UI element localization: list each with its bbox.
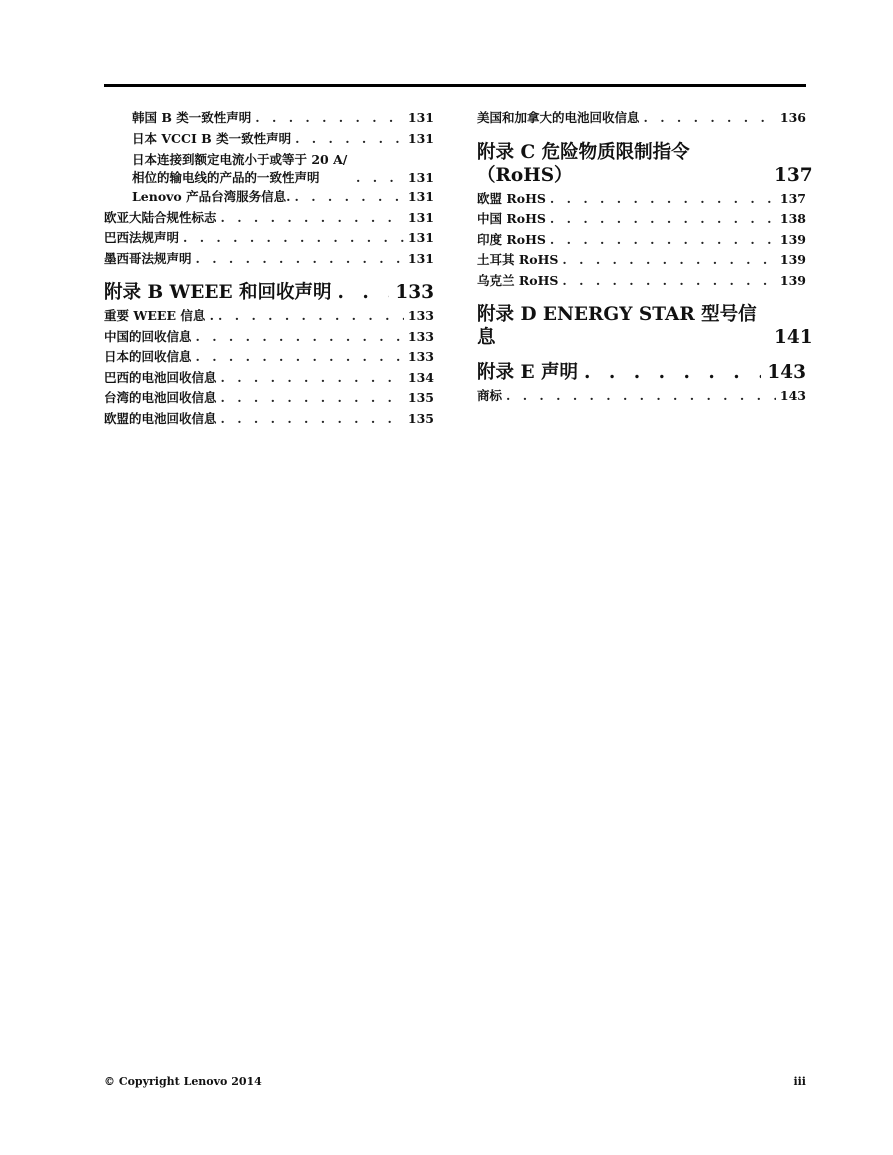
toc-entry-page: 138 (779, 211, 806, 226)
toc-entry-label: 重要 WEEE 信息 . (104, 308, 215, 323)
toc-entry[interactable] (477, 250, 806, 271)
toc-entry[interactable] (104, 228, 434, 249)
toc-entry-page: 131 (407, 130, 434, 146)
toc-heading-appendix-d[interactable] (477, 303, 813, 349)
toc-entry-label: 中国 RoHS (477, 211, 546, 226)
toc-entry-label: 欧盟的电池回收信息 (104, 410, 217, 426)
leader-dots (584, 361, 761, 384)
toc-heading-label: 附录 C 危险物质限制指令（RoHS） (477, 141, 690, 186)
toc-entry-label: 乌克兰 RoHS (477, 272, 559, 288)
toc-heading-appendix-c[interactable] (477, 141, 813, 187)
leader-dots (506, 386, 776, 407)
header-rule (104, 84, 806, 87)
toc-entry-label: 日本的回收信息 (104, 349, 192, 364)
toc-entry-page: 133 (407, 349, 434, 364)
leader-dots (221, 208, 404, 229)
toc-entry-page: 131 (407, 189, 434, 204)
toc-entry-page: 133 (407, 328, 434, 344)
leader-dots (338, 281, 390, 304)
toc-right-column (477, 108, 813, 407)
leader-dots (550, 230, 776, 251)
toc-heading-label: 附录 E 声明 (477, 362, 578, 383)
copyright-notice: © Copyright Lenovo 2014 (104, 1075, 262, 1088)
leader-dots (550, 189, 776, 210)
toc-entry-page: 131 (407, 110, 434, 125)
toc-entry-page: 139 (779, 231, 806, 247)
toc-entry[interactable] (477, 230, 806, 251)
toc-entry[interactable] (104, 187, 434, 208)
toc-entry[interactable] (477, 271, 806, 292)
leader-dots (218, 306, 404, 327)
leader-dots (221, 409, 404, 430)
toc-entry-page: 131 (407, 209, 434, 225)
toc-heading-page: 133 (395, 282, 434, 303)
leader-dots (183, 228, 404, 249)
toc-entry-page: 136 (779, 110, 806, 125)
toc-entry-label: 欧盟 RoHS (477, 190, 546, 206)
toc-entry-page: 139 (779, 252, 806, 267)
leader-dots (221, 368, 404, 389)
toc-entry-page: 131 (407, 230, 434, 245)
leader-dots (196, 327, 404, 348)
toc-entry[interactable] (477, 108, 806, 129)
toc-heading-appendix-e[interactable] (477, 361, 806, 384)
toc-entry[interactable] (477, 209, 806, 230)
toc-entry-page: 139 (779, 272, 806, 288)
toc-entry-label: 中国的回收信息 (104, 328, 192, 344)
toc-heading-label: 附录 B WEEE 和回收声明 (104, 282, 332, 303)
leader-dots (295, 129, 404, 150)
toc-entry-page: 137 (779, 190, 806, 206)
toc-heading-page: 137 (774, 164, 813, 186)
toc-entry-label: 印度 RoHS (477, 231, 546, 247)
toc-entry-label: Lenovo 产品台湾服务信息. (132, 189, 291, 204)
toc-entry[interactable] (104, 306, 434, 327)
toc-entry[interactable] (104, 208, 434, 229)
leader-dots (356, 169, 404, 187)
toc-entry-page: 131 (407, 170, 434, 185)
toc-entry-label: 巴西法规声明 (104, 230, 180, 245)
leader-dots (550, 209, 776, 230)
toc-entry[interactable] (104, 129, 434, 150)
toc-entry[interactable] (104, 249, 434, 270)
leader-dots (221, 388, 404, 409)
toc-heading-label: 附录 D ENERGY STAR 型号信息 (477, 304, 757, 348)
toc-entry-label: 韩国 B 类一致性声明 (132, 110, 252, 125)
toc-entry-label: 美国和加拿大的电池回收信息 (477, 110, 640, 125)
toc-entry-page: 135 (407, 410, 434, 426)
toc-entry-label: 日本连接到额定电流小于或等于 20 A/相位的输电线的产品的一致性声明 (132, 152, 348, 185)
leader-dots (562, 250, 775, 271)
toc-entry-page: 134 (407, 369, 434, 385)
toc-heading-appendix-b[interactable] (104, 281, 434, 304)
toc-entry[interactable] (104, 368, 434, 389)
toc-heading-page: 143 (767, 362, 806, 383)
toc-entry[interactable] (104, 327, 434, 348)
leader-dots (196, 249, 404, 270)
leader-dots (294, 187, 403, 208)
leader-dots (644, 108, 776, 129)
toc-left-column (104, 108, 434, 429)
toc-entry[interactable] (104, 388, 434, 409)
toc-entry-label: 日本 VCCI B 类一致性声明 (132, 130, 292, 146)
toc-entry[interactable] (104, 409, 434, 430)
toc-entry-label: 欧亚大陆合规性标志 (104, 209, 217, 225)
toc-entry[interactable] (477, 386, 806, 407)
toc-entry-label: 商标 (477, 388, 503, 403)
toc-entry-label: 土耳其 RoHS (477, 252, 559, 267)
page-number: iii (793, 1075, 806, 1088)
toc-entry[interactable] (477, 189, 806, 210)
toc-entry-page: 143 (779, 388, 806, 403)
leader-dots (255, 108, 404, 129)
leader-dots (562, 271, 775, 292)
toc-entry-label: 墨西哥法规声明 (104, 250, 192, 266)
toc-entry-label: 巴西的电池回收信息 (104, 369, 217, 385)
toc-entry[interactable] (104, 151, 434, 187)
toc-entry-page: 135 (407, 390, 434, 405)
leader-dots (196, 347, 404, 368)
toc-entry[interactable] (104, 347, 434, 368)
toc-entry[interactable] (104, 108, 434, 129)
toc-entry-page: 133 (407, 308, 434, 323)
toc-entry-page: 131 (407, 250, 434, 266)
toc-entry-label: 台湾的电池回收信息 (104, 390, 217, 405)
toc-heading-page: 141 (774, 327, 813, 348)
